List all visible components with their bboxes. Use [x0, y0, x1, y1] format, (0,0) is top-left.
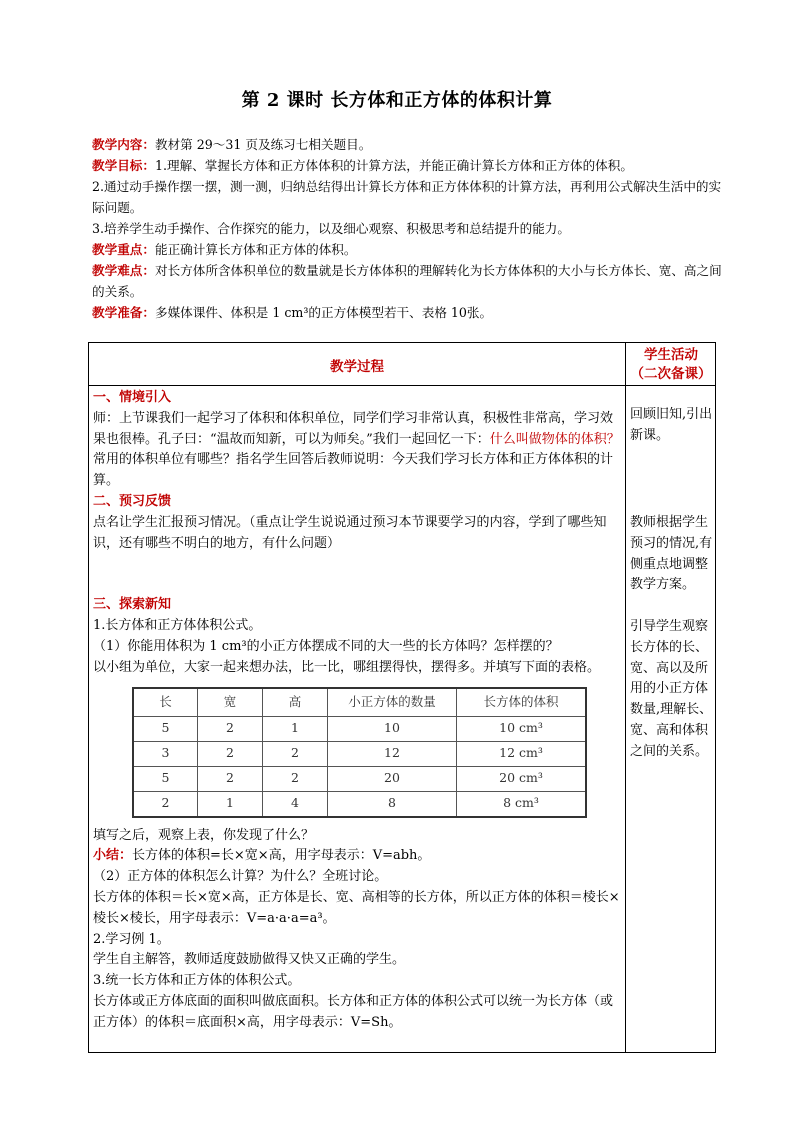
cell: 3 — [133, 741, 198, 766]
key-line — [92, 239, 722, 260]
goal-line — [92, 155, 722, 176]
table-row — [133, 741, 586, 766]
example-title: 2.学习例 1。 — [93, 931, 170, 947]
cell: 5 — [133, 716, 198, 741]
cell: 2 — [263, 741, 328, 766]
content-line — [92, 134, 722, 155]
key-label: 教学重点： — [92, 242, 155, 257]
cell: 20 — [328, 766, 457, 791]
lesson-intro — [92, 134, 722, 323]
section-1-text-a: 师：上节课我们一起学习了体积和体积单位，同学们学习非常认真，积极性非常高，学习效果也很棒。孔子曰：“温故而知新，可以为师矣。”我们一起回忆一下： — [93, 410, 614, 447]
section-1-text-b: 常用的体积单位有哪些？指名学生回答后教师说明：今天我们学习长方体和正方体体积的计算。 — [93, 452, 614, 489]
summary-line — [93, 846, 621, 867]
goal-label: 教学目标： — [92, 158, 155, 173]
cell: 12 — [328, 741, 457, 766]
process-header: 教学过程 — [330, 359, 384, 375]
square-answer: 长方体的体积＝长×宽×高，正方体是长、宽、高相等的长方体，所以正方体的体积＝棱长×棱长×棱长，用字母表示：V=a·a·a=a³。 — [93, 889, 620, 926]
activity-header — [626, 346, 716, 384]
goal-2: 2.通过动手操作摆一摆，测一测，归纳总结得出计算长方体和正方体体积的计算方法，再利用公式解决生活中的实际问题。 — [92, 179, 722, 215]
table-row — [133, 716, 586, 741]
table-row — [133, 791, 586, 817]
summary-label: 小结： — [93, 848, 133, 864]
prep-label: 教学准备： — [92, 305, 155, 320]
section-3-p1: 1.长方体和正方体体积公式。 — [93, 618, 262, 634]
cell: 8 — [328, 791, 457, 817]
cell: 8 cm³ — [457, 791, 587, 817]
after-table-question: 填写之后，观察上表，你发现了什么？ — [93, 827, 315, 843]
header-divider — [89, 385, 715, 386]
section-2-title: 二、预习反馈 — [93, 493, 172, 509]
section-2-text: 点名让学生汇报预习情况。（重点让学生说说通过预习本节课要学习的内容，学到了哪些知识，还有哪些不明白的地方，有什么问题） — [93, 514, 607, 551]
content-label: 教学内容： — [92, 137, 155, 152]
col-header: 高 — [263, 688, 328, 717]
section-1-question: 什么叫做物体的体积？ — [489, 431, 620, 447]
activity-header-line1: 学生活动 — [644, 347, 698, 363]
cell: 2 — [198, 716, 263, 741]
content-text: 教材第 29～31 页及练习七相关题目。 — [154, 137, 372, 152]
cell: 2 — [198, 766, 263, 791]
section-1-title: 一、情境引入 — [93, 390, 172, 405]
difficulty-label: 教学难点： — [92, 263, 155, 278]
cell: 20 cm³ — [457, 766, 587, 791]
table-row — [133, 766, 586, 791]
cell: 1 — [263, 716, 328, 741]
note-2: 教师根据学生预习的情况,有侧重点地调整教学方案。 — [630, 515, 713, 593]
cell: 10 cm³ — [457, 716, 587, 741]
difficulty-text: 对长方体所含体积单位的数量就是长方体体积的理解转化为长方体体积的大小与长方体长、宽、高之间的关系。 — [92, 263, 722, 299]
example-text: 学生自主解答，教师适度鼓励做得又快又正确的学生。 — [93, 952, 406, 968]
cell: 5 — [133, 766, 198, 791]
note-1: 回顾旧知,引出新课。 — [630, 407, 713, 443]
note-3: 引导学生观察长方体的长、宽、高以及所用的小正方体数量,理解长、宽、高和体积之间的关系。 — [630, 619, 713, 759]
col-header: 长 — [133, 688, 198, 717]
cell: 10 — [328, 716, 457, 741]
key-text: 能正确计算长方体和正方体的体积。 — [154, 242, 357, 257]
cell: 2 — [263, 766, 328, 791]
cell: 4 — [263, 791, 328, 817]
column-divider — [625, 343, 626, 1052]
col-header: 长方体的体积 — [457, 688, 587, 717]
cell: 12 cm³ — [457, 741, 587, 766]
cell: 2 — [133, 791, 198, 817]
col-header: 宽 — [198, 688, 263, 717]
col-header: 小正方体的数量 — [328, 688, 457, 717]
difficulty-line — [92, 260, 722, 302]
section-3-title: 三、探索新知 — [93, 597, 172, 613]
prep-text: 多媒体课件、体积是 1 cm³的正方体模型若干、表格 10张。 — [154, 305, 493, 320]
cube-table-header — [133, 688, 586, 717]
lesson-title: 第 2 课时 长方体和正方体的体积计算 — [241, 90, 553, 111]
process-content — [93, 388, 621, 1034]
square-question: （2）正方体的体积怎么计算？为什么？全班讨论。 — [93, 869, 388, 885]
summary-text: 长方体的体积=长×宽×高，用字母表示：V=abh。 — [132, 848, 431, 864]
prep-line — [92, 302, 722, 323]
goal-3: 3.培养学生动手操作、合作探究的能力，以及细心观察、积极思考和总结提升的能力。 — [92, 221, 570, 236]
cell: 2 — [198, 741, 263, 766]
section-3-p3: 以小组为单位，大家一起来想办法，比一比，哪组摆得快，摆得多。并填写下面的表格。 — [93, 659, 601, 675]
section-3-p2: （1）你能用体积为 1 cm³的小正方体摆成不同的大一些的长方体吗？怎样摆的？ — [93, 638, 559, 654]
goal-1: 1.理解、掌握长方体和正方体体积的计算方法，并能正确计算长方体和正方体的体积。 — [154, 158, 633, 173]
unify-title: 3.统一长方体和正方体的体积公式。 — [93, 973, 301, 989]
cube-table — [132, 687, 587, 818]
unify-text: 长方体或正方体底面的面积叫做底面积。长方体和正方体的体积公式可以统一为长方体（或正方体）的体积＝底面积×高，用字母表示：V=Sh。 — [93, 993, 614, 1030]
section-1-text — [93, 409, 621, 492]
spacer — [93, 554, 621, 595]
cell: 1 — [198, 791, 263, 817]
process-table — [88, 342, 716, 1053]
activity-header-line2: （二次备课） — [630, 366, 712, 382]
